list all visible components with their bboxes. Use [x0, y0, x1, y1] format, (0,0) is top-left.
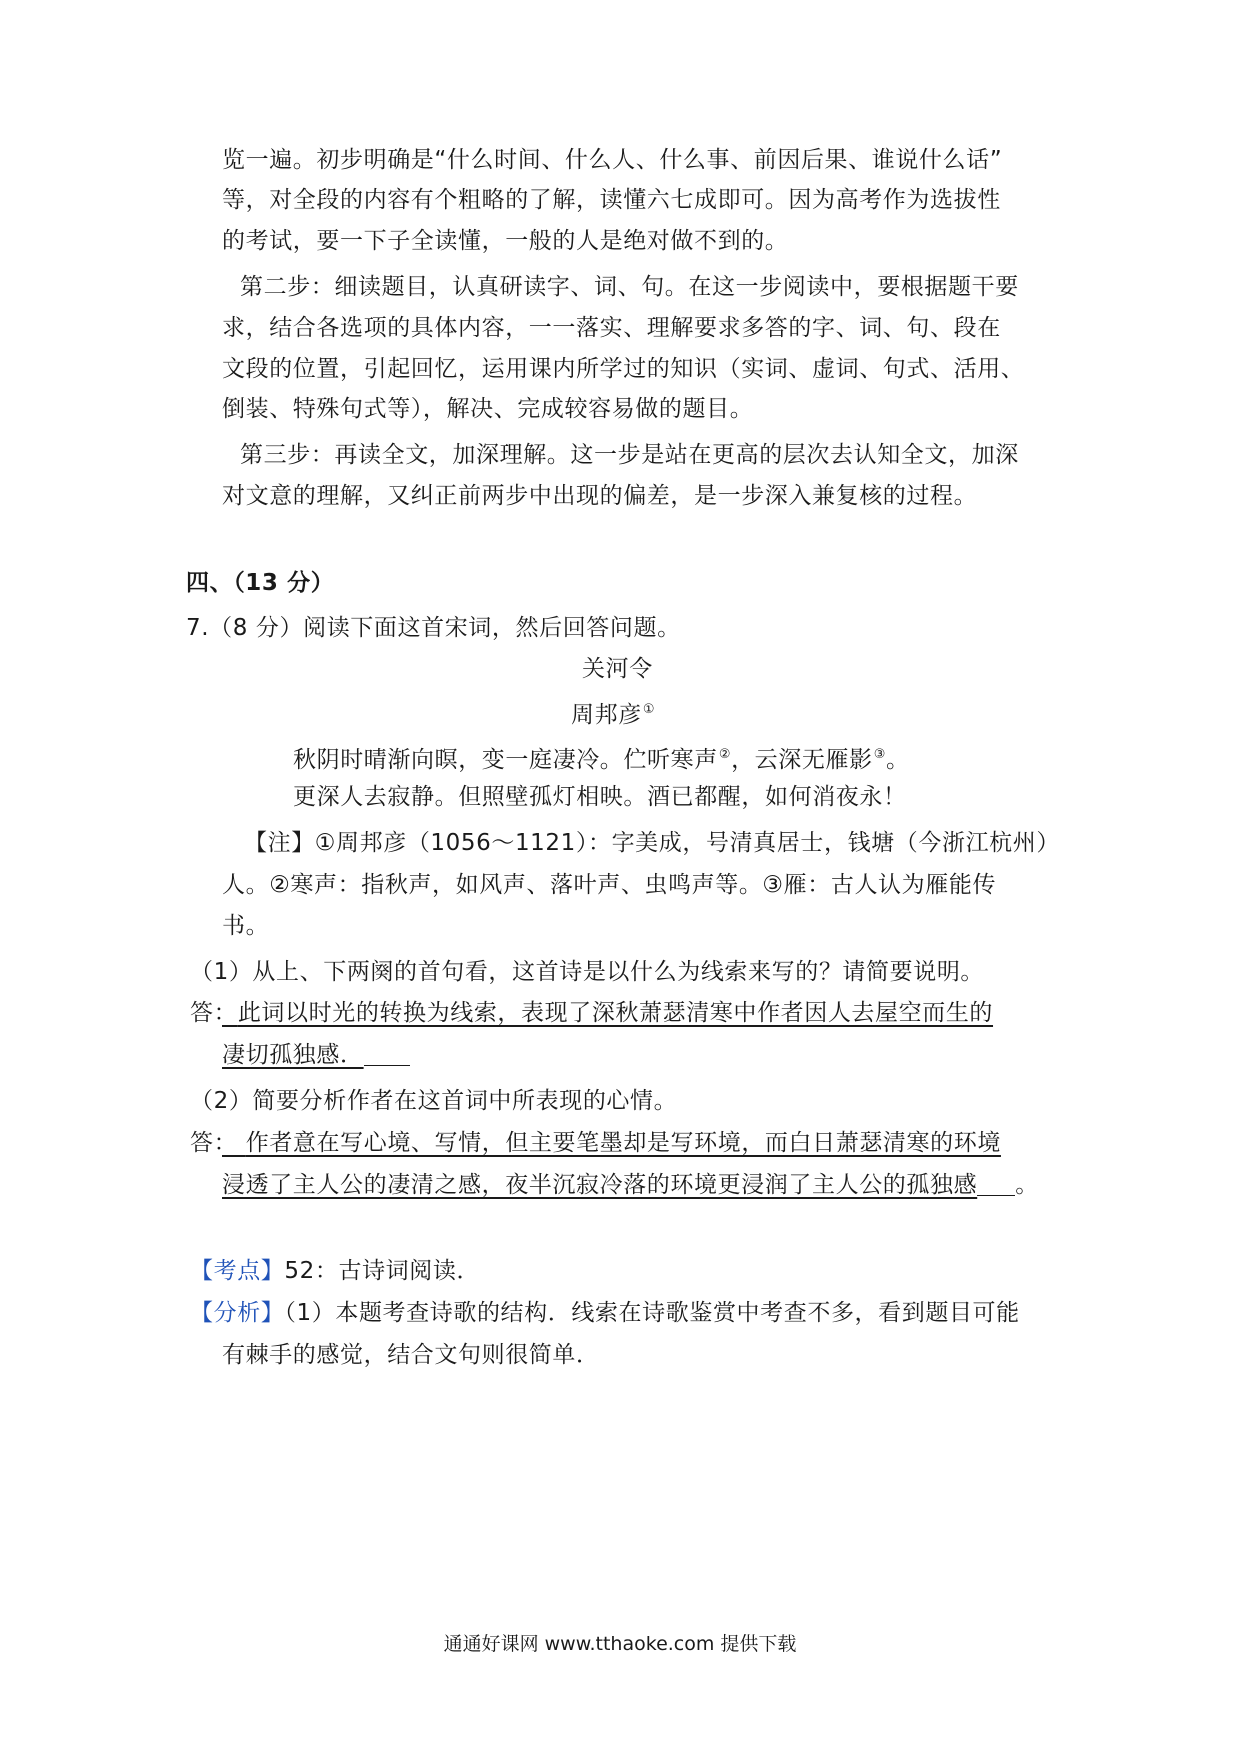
- step2-line: 求，结合各选项的具体内容，一一落实、理解要求多答的字、词、句、段在: [222, 315, 1001, 341]
- footer-text: 通通好课网 www.tthaoke.com 提供下载: [443, 1633, 797, 1655]
- section-heading: 四、（13 分）: [186, 570, 335, 596]
- footnote-marker: ③: [873, 747, 886, 762]
- step2-line: 文段的位置，引起回忆，运用课内所学过的知识（实词、虚词、句式、活用、: [222, 356, 1025, 382]
- note-line: 书。: [222, 913, 270, 939]
- step3-line: 对文意的理解，又纠正前两步中出现的偏差，是一步深入兼复核的过程。: [222, 483, 978, 509]
- question-stem: 7.（8 分）阅读下面这首宋词，然后回答问题。: [186, 615, 681, 641]
- answer-1-line: 此词以时光的转换为线索，表现了深秋萧瑟清寒中作者因人去屋空而生的: [237, 1000, 994, 1026]
- fenxi-line: 【分析】（1）本题考查诗歌的结构．线索在诗歌鉴赏中考查不多，看到题目可能: [190, 1300, 1020, 1326]
- poem-author: 周邦彦①: [571, 702, 656, 728]
- poem-title: 关河令: [582, 656, 653, 682]
- step2-line: 倒装、特殊句式等），解决、完成较容易做的题目。: [222, 396, 754, 422]
- answer-label: 答：: [190, 1000, 238, 1026]
- fenxi-label: 【分析】: [190, 1300, 285, 1326]
- sub-question-1: （1）从上、下两阕的首句看，这首诗是以什么为线索来写的？请简要说明。: [190, 959, 985, 985]
- step2-line: 第二步：细读题目，认真研读字、词、句。在这一步阅读中，要根据题干要: [240, 274, 1019, 300]
- poem-line: 更深人去寂静。但照壁孤灯相映。酒已都醒，如何消夜永！: [293, 784, 907, 810]
- answer-blank: [364, 1043, 410, 1066]
- note-line: 人。②寒声：指秋声，如风声、落叶声、虫鸣声等。③雁：古人认为雁能传: [222, 872, 997, 898]
- fenxi-line: 有棘手的感觉，结合文句则很简单．: [222, 1342, 600, 1368]
- note-line: 【注】①周邦彦（1056～1121）：字美成，号清真居士，钱塘（今浙江杭州）: [244, 830, 1060, 856]
- kaodian-line: 【考点】52：古诗词阅读．: [190, 1258, 481, 1284]
- answer-2-line: 浸透了主人公的凄清之感，夜半沉寂冷落的环境更浸润了主人公的孤独感 。: [222, 1172, 1039, 1198]
- footnote-marker: ②: [718, 747, 732, 762]
- answer-1-line: 凄切孤独感．: [222, 1040, 410, 1070]
- answer-label: 答：: [190, 1130, 238, 1156]
- paragraph-line: 览一遍。初步明确是“什么时间、什么人、什么事、前因后果、谁说什么话”: [222, 147, 1003, 173]
- answer-blank: [977, 1173, 1015, 1196]
- poem-line: 秋阴时晴渐向暝，变一庭凄冷。伫听寒声②，云深无雁影③。: [293, 747, 910, 773]
- paragraph-line: 的考试，要一下子全读懂，一般的人是绝对做不到的。: [222, 228, 789, 254]
- answer-2-line: 作者意在写心境、写情，但主要笔墨却是写环境，而白日萧瑟清寒的环境: [245, 1130, 1001, 1156]
- footnote-marker: ①: [642, 702, 656, 717]
- sub-question-2: （2）简要分析作者在这首词中所表现的心情。: [190, 1088, 678, 1114]
- kaodian-label: 【考点】: [190, 1258, 285, 1284]
- step3-line: 第三步：再读全文，加深理解。这一步是站在更高的层次去认知全文，加深: [240, 442, 1019, 468]
- paragraph-line: 等，对全段的内容有个粗略的了解，读懂六七成即可。因为高考作为选拔性: [222, 187, 1001, 213]
